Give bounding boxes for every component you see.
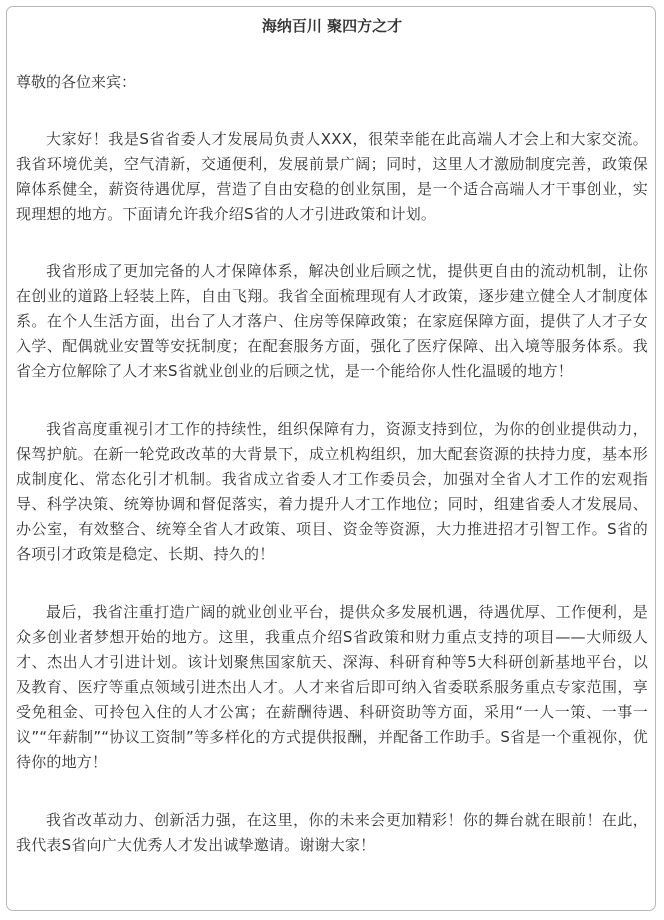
paragraph-intro: 大家好！我是S省省委人才发展局负责人XXX，很荣幸能在此高端人才会上和大家交流。我省环境优美，空气清新，交通便利，发展前景广阔；同时，这里人才激励制度完善，政策保障体系健全，薪资待遇优厚，营造了自由安稳的创业氛围，是一个适合高端人才干事创业，实现理想的地方。下面请允许我介绍S省的人才引进政策和计划。 <box>16 130 648 223</box>
greeting-line: 尊敬的各位来宾： <box>16 73 137 91</box>
speech-document <box>16 14 648 858</box>
paragraph-talent-recruitment: 我省高度重视引才工作的持续性，组织保障有力，资源支持到位，为你的创业提供动力，保驾护航。在新一轮党政改革的大背景下，成立机构组织，加大配套资源的扶持力度，基本形成制度化、常态化引才机制。我省成立省委人才工作委员会，加强对全省人才工作的宏观指导、科学决策、统筹协调和督促落实，着力提升人才工作地位；同时，组建省委人才发展局、办公室，有效整合、统筹全省人才政策、项目、资金等资源，大力推进招才引智工作。S省的各项引才政策是稳定、长期、持久的！ <box>16 420 648 563</box>
paragraph-platform: 最后，我省注重打造广阔的就业创业平台，提供众多发展机遇，待遇优厚、工作便利，是众多创业者梦想开始的地方。这里，我重点介绍S省政策和财力重点支持的项目——大师级人才、杰出人才引进计划。该计划聚焦国家航天、深海、科研育种等5大科研创新基地平台，以及教育、医疗等重点领域引进杰出人才。人才来省后即可纳入省委联系服务重点专家范围，享受免租金、可拎包入住的人才公寓；在薪酬待遇、科研资助等方面，采用“一人一策、一事一议”“年薪制”“协议工资制”等多样化的方式提供报酬，并配备工作助手。S省是一个重视你，优待你的地方！ <box>16 603 648 771</box>
document-title: 海纳百川 聚四方之才 <box>261 17 403 35</box>
paragraph-closing: 我省改革动力、创新活力强，在这里，你的未来会更加精彩！你的舞台就在眼前！在此，我代表S省向广大优秀人才发出诚挚邀请。谢谢大家！ <box>16 811 648 854</box>
paragraph-talent-security: 我省形成了更加完备的人才保障体系，解决创业后顾之忧，提供更自由的流动机制，让你在创业的道路上轻装上阵，自由飞翔。我省全面梳理现有人才政策，逐步建立健全人才制度体系。在个人生活方面，出台了人才落户、住房等保障政策；在家庭保障方面，提供了人才子女入学、配偶就业安置等安抚制度；在配套服务方面，强化了医疗保障、出入境等服务体系。我省全方位解除了人才来S省就业创业的后顾之忧，是一个能给你人性化温暖的地方！ <box>16 262 648 380</box>
